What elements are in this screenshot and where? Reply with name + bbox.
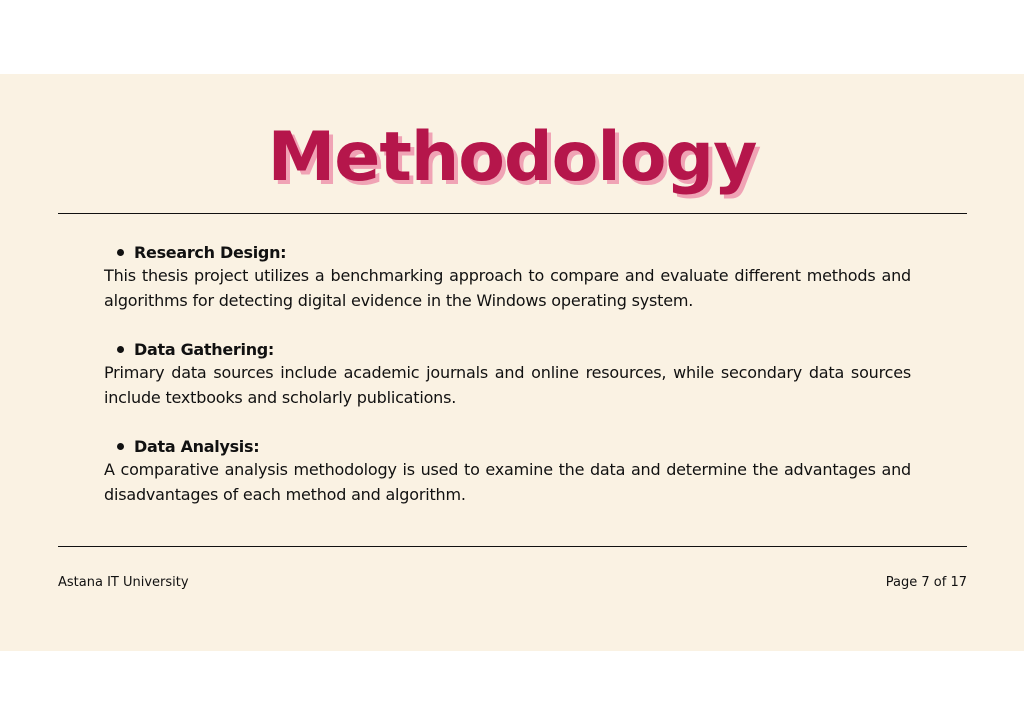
section-research-design [104, 240, 911, 313]
section-heading [117, 337, 911, 361]
footer-institution: Astana IT University [58, 575, 189, 590]
slide [0, 74, 1024, 651]
section-heading-label: Data Analysis: [134, 436, 260, 456]
bullet-icon [117, 443, 124, 450]
section-heading-label: Data Gathering: [134, 339, 275, 359]
section-heading-label: Research Design: [134, 242, 287, 262]
bullet-icon [117, 249, 124, 256]
footer-page-number: Page 7 of 17 [885, 575, 967, 590]
section-body: This thesis project utilizes a benchmarking approach to compare and evaluate different methods and algorithms for detecting digital evidence in the Windows operating system. [104, 266, 911, 310]
section-heading [117, 240, 911, 264]
section-heading [117, 434, 911, 458]
section-data-analysis [104, 434, 911, 507]
bottom-divider [58, 546, 967, 547]
slide-title: Methodology [267, 118, 757, 197]
section-data-gathering [104, 337, 911, 410]
bullet-icon [117, 346, 124, 353]
slide-content [104, 240, 911, 531]
top-divider [58, 213, 967, 214]
section-body: Primary data sources include academic journals and online resources, while secondary data sources include textbooks and scholarly publications. [104, 363, 911, 407]
section-body: A comparative analysis methodology is used to examine the data and determine the advantages and disadvantages of each method and algorithm. [104, 460, 911, 504]
